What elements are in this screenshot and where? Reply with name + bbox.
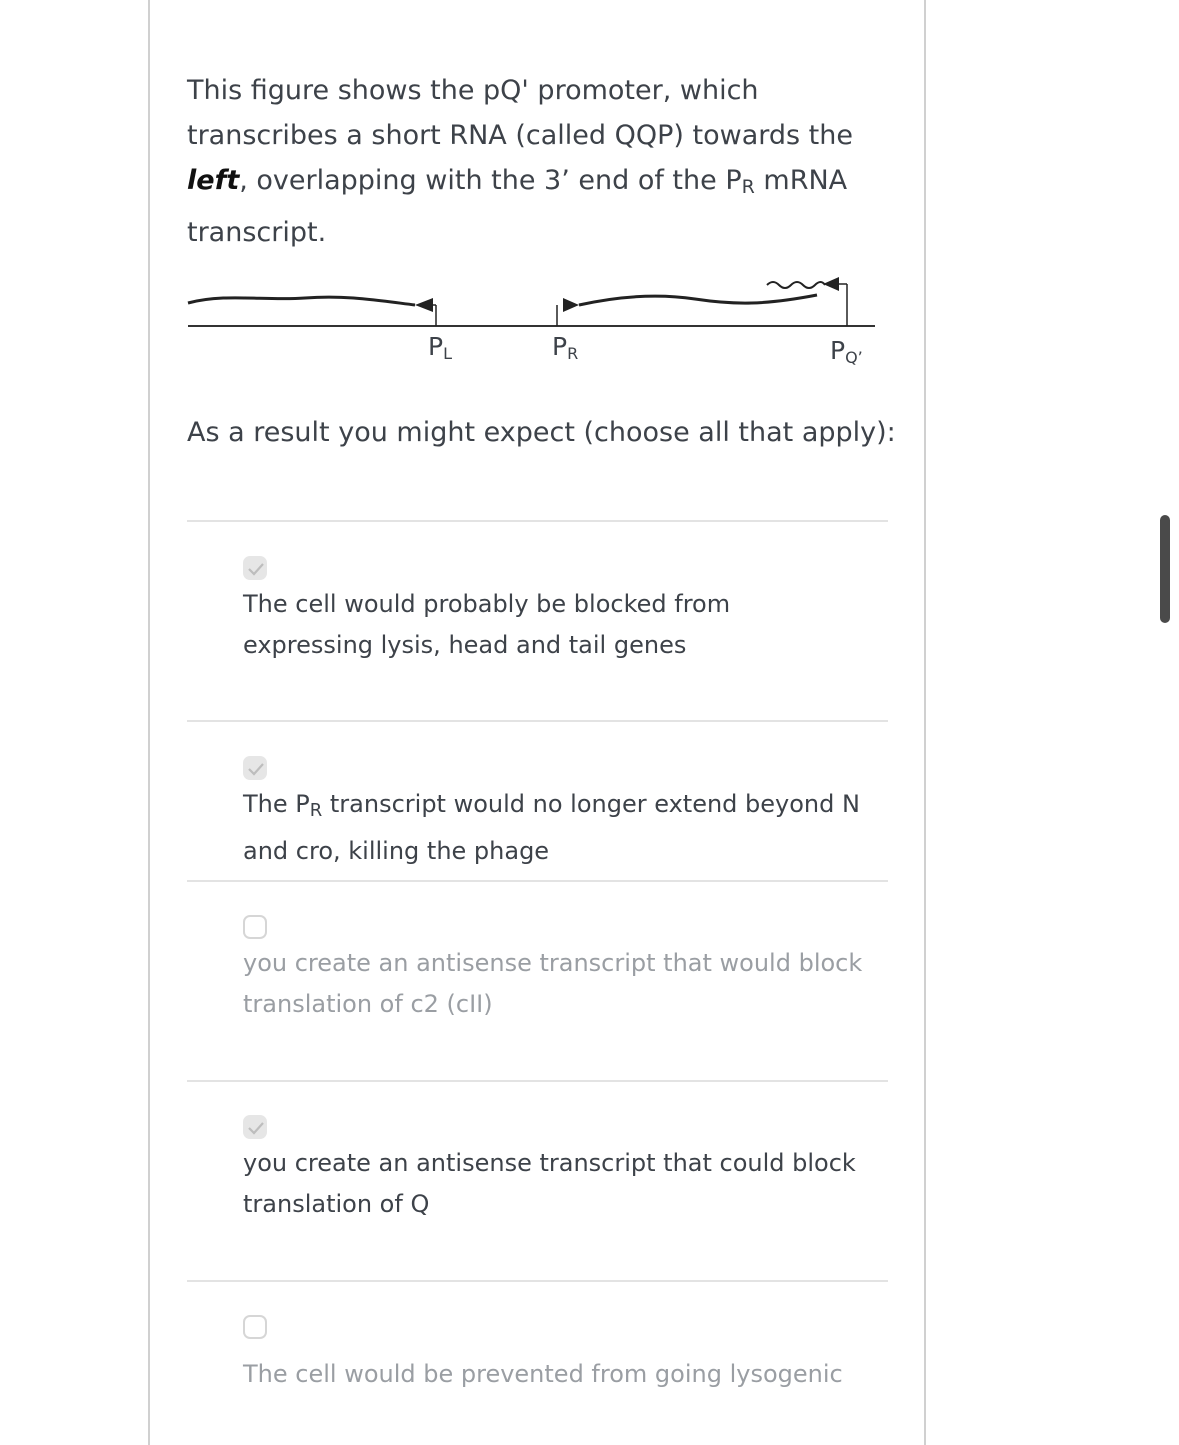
question-text: This figure shows the pQ' promoter, which transcribes a short RNA (called QQP) towards the left, overlapping with the 3’ end of the $P_R$ mRNA transcript. xyxy=(187,75,853,248)
divider xyxy=(187,1280,888,1282)
instruction-prompt: As a result you might expect (choose all that apply): xyxy=(187,417,896,448)
pr-transcript xyxy=(579,295,817,305)
option-3-label[interactable]: you create an antisense transcript that would block translation of c2 (cII) xyxy=(243,949,863,1018)
promoter-label-pr: $P_R$ xyxy=(552,332,579,363)
pl-transcript xyxy=(188,297,415,305)
checkmark-icon xyxy=(247,1120,265,1136)
promoter-label-pl: $P_L$ xyxy=(428,332,452,363)
option-1-checkbox[interactable] xyxy=(243,556,267,580)
option-3-checkbox[interactable] xyxy=(243,915,267,939)
option-1-label[interactable]: The cell would probably be blocked from expressing lysis, head and tail genes xyxy=(243,590,731,659)
pr-arrowhead xyxy=(563,298,579,312)
scrollbar-thumb[interactable] xyxy=(1160,515,1170,623)
checkmark-icon xyxy=(247,761,265,777)
divider xyxy=(187,520,888,522)
option-5-label[interactable]: The cell would be prevented from going lysogenic xyxy=(243,1360,843,1388)
divider xyxy=(187,720,888,722)
divider xyxy=(187,880,888,882)
promoter-label-pq: $P_{Q’}$ xyxy=(830,336,863,367)
checkmark-icon xyxy=(247,561,265,577)
option-5-checkbox[interactable] xyxy=(243,1315,267,1339)
option-2-checkbox[interactable] xyxy=(243,756,267,780)
emphasis-left: left xyxy=(187,165,240,196)
promoter-diagram xyxy=(185,265,885,379)
divider xyxy=(187,1080,888,1082)
option-2-label[interactable]: The $P_R$ transcript would no longer extend beyond N and cro, killing the phage xyxy=(243,790,860,865)
qqp-transcript xyxy=(767,282,825,288)
pl-arrowhead xyxy=(415,298,433,312)
option-4-checkbox[interactable] xyxy=(243,1115,267,1139)
option-4-label[interactable]: you create an antisense transcript that could block translation of Q xyxy=(243,1149,856,1218)
